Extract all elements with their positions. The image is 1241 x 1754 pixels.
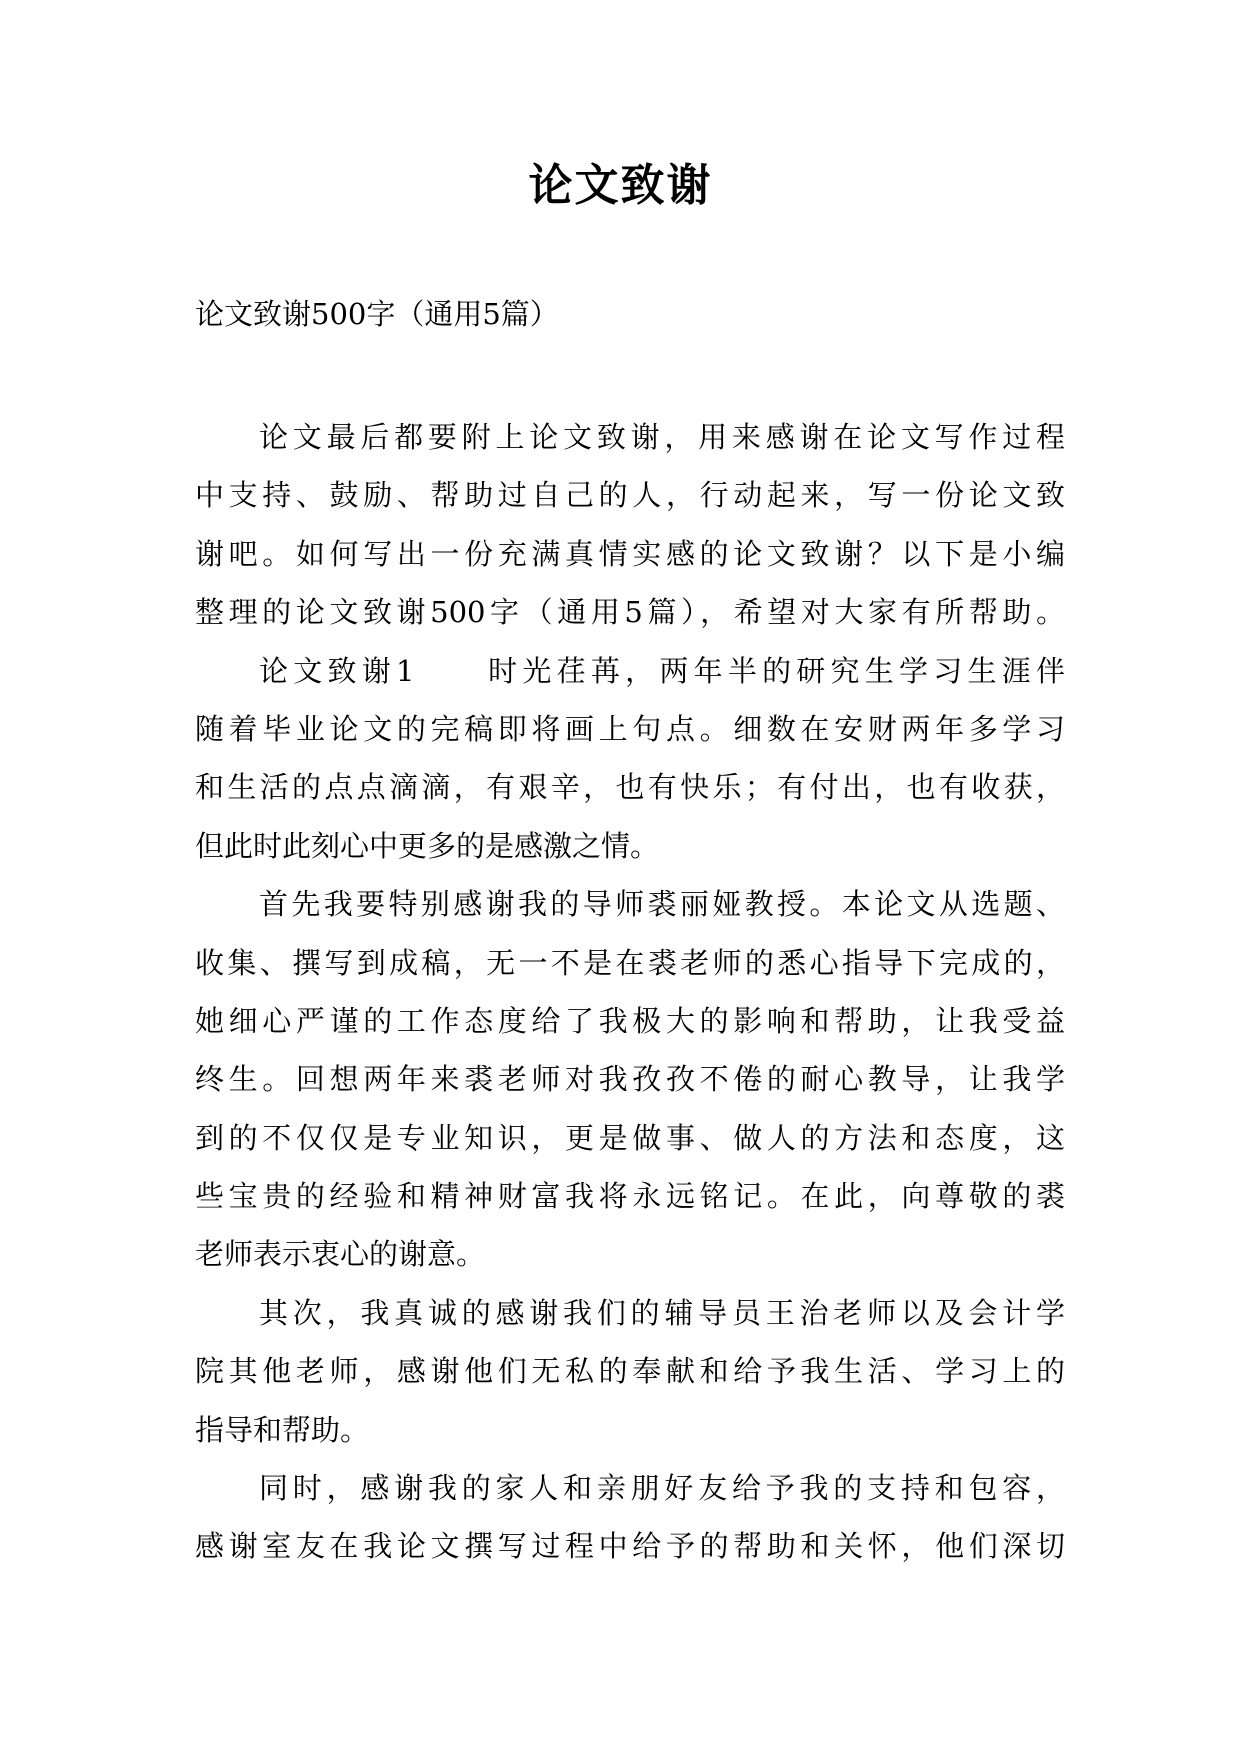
text-line: 些宝贵的经验和精神财富我将永远铭记。在此，向尊敬的裘 (195, 1179, 1065, 1214)
paragraph-thanks-advisor (195, 875, 1065, 1284)
text-line: 其次，我真诚的感谢我们的辅导员王治老师以及会计学 (259, 1295, 1065, 1330)
text-line: 终生。回想两年来裘老师对我孜孜不倦的耐心教导，让我学 (195, 1062, 1065, 1097)
text-line: 老师表示衷心的谢意。 (195, 1237, 486, 1272)
document-body (195, 408, 1065, 1576)
text-line: 首先我要特别感谢我的导师裘丽娅教授。本论文从选题、 (259, 887, 1065, 922)
text-line: 但此时此刻心中更多的是感激之情。 (195, 828, 660, 863)
text-line: 随着毕业论文的完稿即将画上句点。细数在安财两年多学习 (195, 711, 1065, 746)
text-line: 到的不仅仅是专业知识，更是做事、做人的方法和态度，这 (195, 1120, 1065, 1155)
text-line: 同时，感谢我的家人和亲朋好友给予我的支持和包容， (259, 1471, 1065, 1506)
text-line: 谢吧。如何写出一份充满真情实感的论文致谢？以下是小编 (195, 536, 1065, 571)
paragraph-essay-1-opening (195, 642, 1065, 876)
text-line: 感谢室友在我论文撰写过程中给予的帮助和关怀，他们深切 (195, 1529, 1065, 1564)
text-line: 指导和帮助。 (195, 1412, 370, 1447)
document-title: 论文致谢 (528, 160, 713, 211)
paragraph-intro (195, 408, 1065, 642)
text-line: 和生活的点点滴滴，有艰辛，也有快乐；有付出，也有收获， (195, 770, 1065, 805)
text-line: 院其他老师，感谢他们无私的奉献和给予我生活、学习上的 (195, 1354, 1065, 1389)
text-line: 论文最后都要附上论文致谢，用来感谢在论文写作过程 (259, 420, 1065, 454)
text-line: 收集、撰写到成稿，无一不是在裘老师的悉心指导下完成的， (195, 945, 1065, 980)
paragraph-thanks-family (195, 1459, 1065, 1576)
text-line: 她细心严谨的工作态度给了我极大的影响和帮助，让我受益 (195, 1003, 1065, 1038)
text-line: 论文致谢1 时光荏苒，两年半的研究生学习生涯伴 (259, 653, 1065, 688)
text-line: 中支持、鼓励、帮助过自己的人，行动起来，写一份论文致 (195, 478, 1065, 513)
text-line: 整理的论文致谢500字（通用5篇），希望对大家有所帮助。 (195, 595, 1065, 630)
paragraph-thanks-counselor (195, 1284, 1065, 1459)
document-subtitle: 论文致谢500字（通用5篇） (195, 297, 559, 331)
